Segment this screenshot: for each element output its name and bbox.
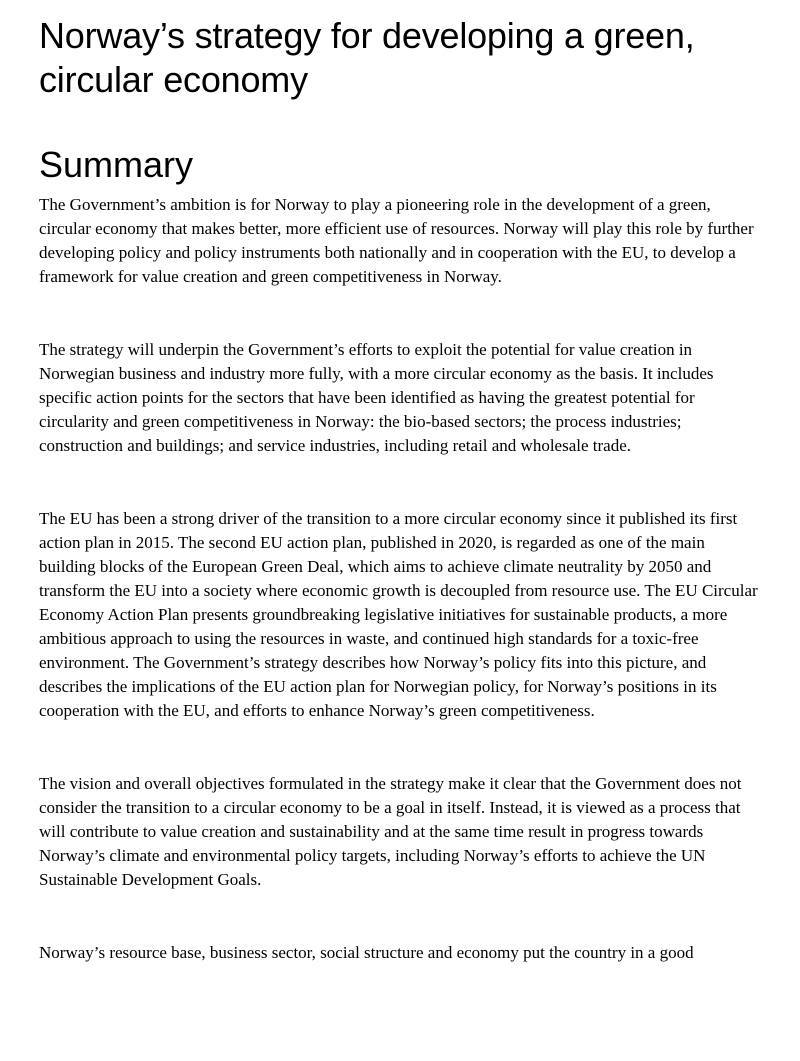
paragraph-4: The vision and overall objectives formulated in the strategy make it clear that the Government does not consider the transition to a circular economy to be a goal in itself. Instead, it is viewed as a process that will contribute to value creation and sustainability and at the same time result in progress towards Norway’s climate and environmental policy targets, including Norway’s efforts to achieve the UN Sustainable Development Goals.: [39, 774, 742, 889]
section-heading-summary: Summary: [39, 144, 194, 185]
paragraph-5: Norway’s resource base, business sector, social structure and economy put the country in a good: [39, 943, 694, 962]
paragraph-3: The EU has been a strong driver of the transition to a more circular economy since it published its first action plan in 2015. The second EU action plan, published in 2020, is regarded as one of the main building blocks of the European Green Deal, which aims to achieve climate neutrality by 2050 and transform the EU into a society where economic growth is decoupled from resource use. The EU Circular Economy Action Plan presents groundbreaking legislative initiatives for sustainable products, a more ambitious approach to using the resources in waste, and continued high standards for a toxic-free environment. The Government’s strategy describes how Norway’s policy fits into this picture, and describes the implications of the EU action plan for Norwegian policy, for Norway’s positions in its cooperation with the EU, and efforts to enhance Norway’s green competitiveness.: [39, 509, 758, 720]
document-title: Norway’s strategy for developing a green, circular economy: [39, 15, 695, 100]
paragraph-1: The Government’s ambition is for Norway to play a pioneering role in the development of a green, circular economy that makes better, more efficient use of resources. Norway will play this role by further developing policy and policy instruments both nationally and in cooperation with the EU, to develop a framework for value creation and green competitiveness in Norway.: [39, 195, 754, 286]
document-page: [39, 14, 761, 1014]
paragraph-2: The strategy will underpin the Government’s efforts to exploit the potential for value creation in Norwegian business and industry more fully, with a more circular economy as the basis. It includes specific action points for the sectors that have been identified as having the greatest potential for circularity and green competitiveness in Norway: the bio-based sectors; the process industries; construction and buildings; and service industries, including retail and wholesale trade.: [39, 340, 714, 455]
